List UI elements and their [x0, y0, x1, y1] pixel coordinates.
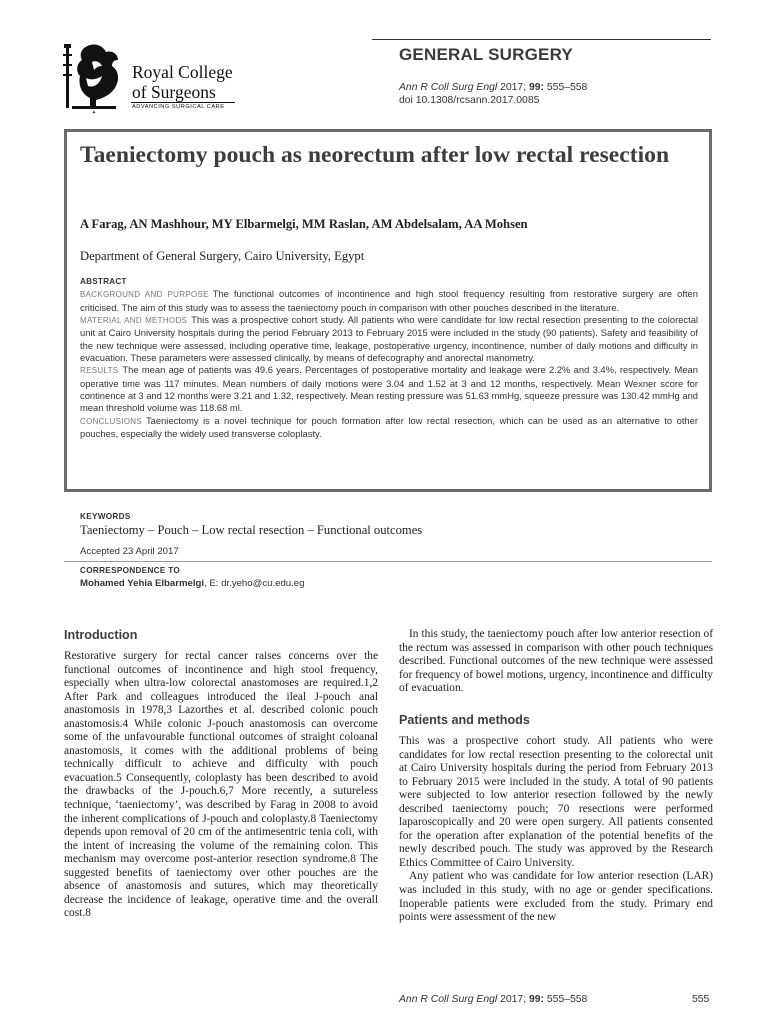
divider: [64, 561, 712, 562]
correspondent-email[interactable]: , E: dr.yeho@cu.edu.eg: [204, 578, 305, 589]
abstract-results: [80, 364, 698, 414]
logo-tagline: ADVANCING SURGICAL CARE: [132, 104, 225, 110]
header-rule: [372, 39, 711, 40]
accepted-date: Accepted 23 April 2017: [80, 546, 179, 557]
conclusions-label: CONCLUSIONS: [80, 416, 142, 426]
citation-pages: 555–558: [544, 82, 588, 93]
conclusions-text: Taeniectomy is a novel technique for pouch formation after low rectal resection, which can be used as an alternative to other pouches, especially the widely used transverse coloplasty.: [80, 414, 698, 440]
abstract-background: [80, 288, 698, 314]
methods-label: MATERIAL AND METHODS: [80, 316, 188, 326]
footer-pages: 555–558: [544, 994, 588, 1005]
results-label: RESULTS: [80, 366, 119, 376]
citation-volume: 99:: [528, 82, 544, 93]
methods-heading: Patients and methods: [399, 713, 530, 727]
article-title: Taeniectomy pouch as neorectum after low rectal resection: [80, 142, 670, 168]
footer-year: 2017;: [497, 994, 529, 1005]
results-text: The mean age of patients was 49.6 years. Percentages of postoperative mortality and leakage were 2.2% and 3.4%, respectively. Mean operative time was 117 minutes. Mean numbers of daily motions were 3.04 and 1.52 at 3 and 12 months, respectively. Mean Wexner score for continence at 3 and 12 months were 3.21 and 1.32, respectively. Mean resting pressure was 51.63 mmHg, squeeze pressure was 130.42 mmHg and mean threshold volume was 118.68 ml.: [80, 364, 698, 414]
correspondence-heading: CORRESPONDENCE TO: [80, 566, 181, 575]
page-number: 555: [692, 994, 710, 1005]
footer-citation: [399, 994, 587, 1005]
intro-paragraph-2: In this study, the taeniectomy pouch after low anterior resection of the rectum was assessed in comparison with other pouch techniques described. Functional outcomes of the new technique were assessed for frequency of bowel motions, urgency, incontinence and difficulty of evacuation.: [399, 628, 713, 695]
author-list: A Farag, AN Mashhour, MY Elbarmelgi, MM Raslan, AM Abdelsalam, AA Mohsen: [80, 217, 528, 231]
correspondent-name: Mohamed Yehia Elbarmelgi: [80, 578, 205, 589]
methods-column: [399, 735, 713, 925]
right-column: [399, 628, 713, 696]
journal-citation: [399, 82, 587, 93]
intro-paragraph-1: Restorative surgery for rectal cancer raises concerns over the functional outcomes of incontinence and high stool frequency, especially when ultra-low colorectal anastomoses are required.1,2 After Park and colleagues introduced the ileal J-pouch anal anastomosis in 1978,3 Lazorthes et al. described colonic pouch anastomosis.4 While colonic J-pouch anastomosis can overcome some of the unfavourable functional outcomes of straight coloanal anastomosis, it comes with the additional problems of being technically difficult to achieve and difficulty with pouch evacuation.5 Consequently, coloplasty has been described to avoid the drawbacks of the J-pouch.6,7 More recently, a sutureless technique, ‘taeniectomy’, was described by Farag in 2008 to avoid the inherent complications of J-pouch and coloplasty.8 Taeniectomy depends upon removal of 20 cm of the antimesentric tenia coli, with the intent of increasing the volume of the remaining colon. This mechanism may overcome post-anterior resection syndrome.8 The suggested benefits of taeniectomy over other pouches are the absence of anastomosis and sutures, which may theoretically decrease the incidence of leakage, operative time and the overall cost.8: [64, 650, 378, 920]
affiliation: Department of General Surgery, Cairo University, Egypt: [80, 249, 365, 263]
logo-line-2: of Surgeons: [132, 82, 216, 102]
footer-volume: 99:: [528, 994, 544, 1005]
methods-text: This was a prospective cohort study. All patients who were candidate for low rectal resection presenting to the colorectal unit at Cairo University hospitals during the period February 2013 to February 2015 were included in the study (90 patients). Safety and feasibility of the new technique were assessed, including operative time, leakage, postoperative urgency, incontinence, number of daily motions and difficulty in evacuation. These parameters were assessed clinically, by means of defecography and anorectal manometry.: [80, 314, 698, 364]
citation-year: 2017;: [497, 82, 529, 93]
keywords-heading: KEYWORDS: [80, 512, 131, 521]
keywords: Taeniectomy – Pouch – Low rectal resection – Functional outcomes: [80, 523, 423, 537]
methods-paragraph-1: This was a prospective cohort study. All patients who were candidates for low rectal resection presenting to the colorectal unit at Cairo University hospitals during the period from February 2013 to February 2015 were included in the study. A total of 90 patients were subjected to low anterior resection followed by the newly described taeniectomy pouch; 70 resections were performed laparoscopically and 20 were open surgery. All patients consented for the operation after explanation of the potential benefits of the newly described pouch. The study was approved by the Research Ethics Committee of Cairo University.: [399, 735, 713, 869]
background-text: The functional outcomes of incontinence and high stool frequency resulting from restorative surgery are often criticised. The aim of this study was to assess the taeniectomy pouch in comparison with other pouches described in the literature.: [80, 288, 698, 313]
logo-line-1: Royal College: [132, 62, 233, 82]
logo-divider: [131, 102, 235, 103]
methods-paragraph-2: Any patient who was candidate for low anterior resection (LAR) was included in this study, with no age or gender specifications. Inoperable patients were excluded from the study. Primary end points were assessment of the new: [399, 870, 713, 924]
abstract: [80, 276, 698, 440]
doi[interactable]: doi 10.1308/rcsann.2017.0085: [399, 95, 540, 106]
griffin-crest-icon: [62, 40, 124, 114]
left-column: [64, 650, 378, 921]
footer-journal: Ann R Coll Surg Engl: [399, 994, 498, 1005]
section-label: GENERAL SURGERY: [399, 45, 573, 64]
introduction-heading: Introduction: [64, 628, 138, 642]
correspondence: [80, 578, 304, 589]
abstract-heading: ABSTRACT: [80, 277, 127, 286]
citation-journal: Ann R Coll Surg Engl: [399, 82, 498, 93]
svg-text:✦: ✦: [91, 110, 97, 114]
background-label: BACKGROUND AND PURPOSE: [80, 290, 209, 300]
abstract-conclusions: [80, 415, 698, 441]
rcs-logo: [62, 40, 262, 120]
abstract-methods: [80, 314, 698, 364]
